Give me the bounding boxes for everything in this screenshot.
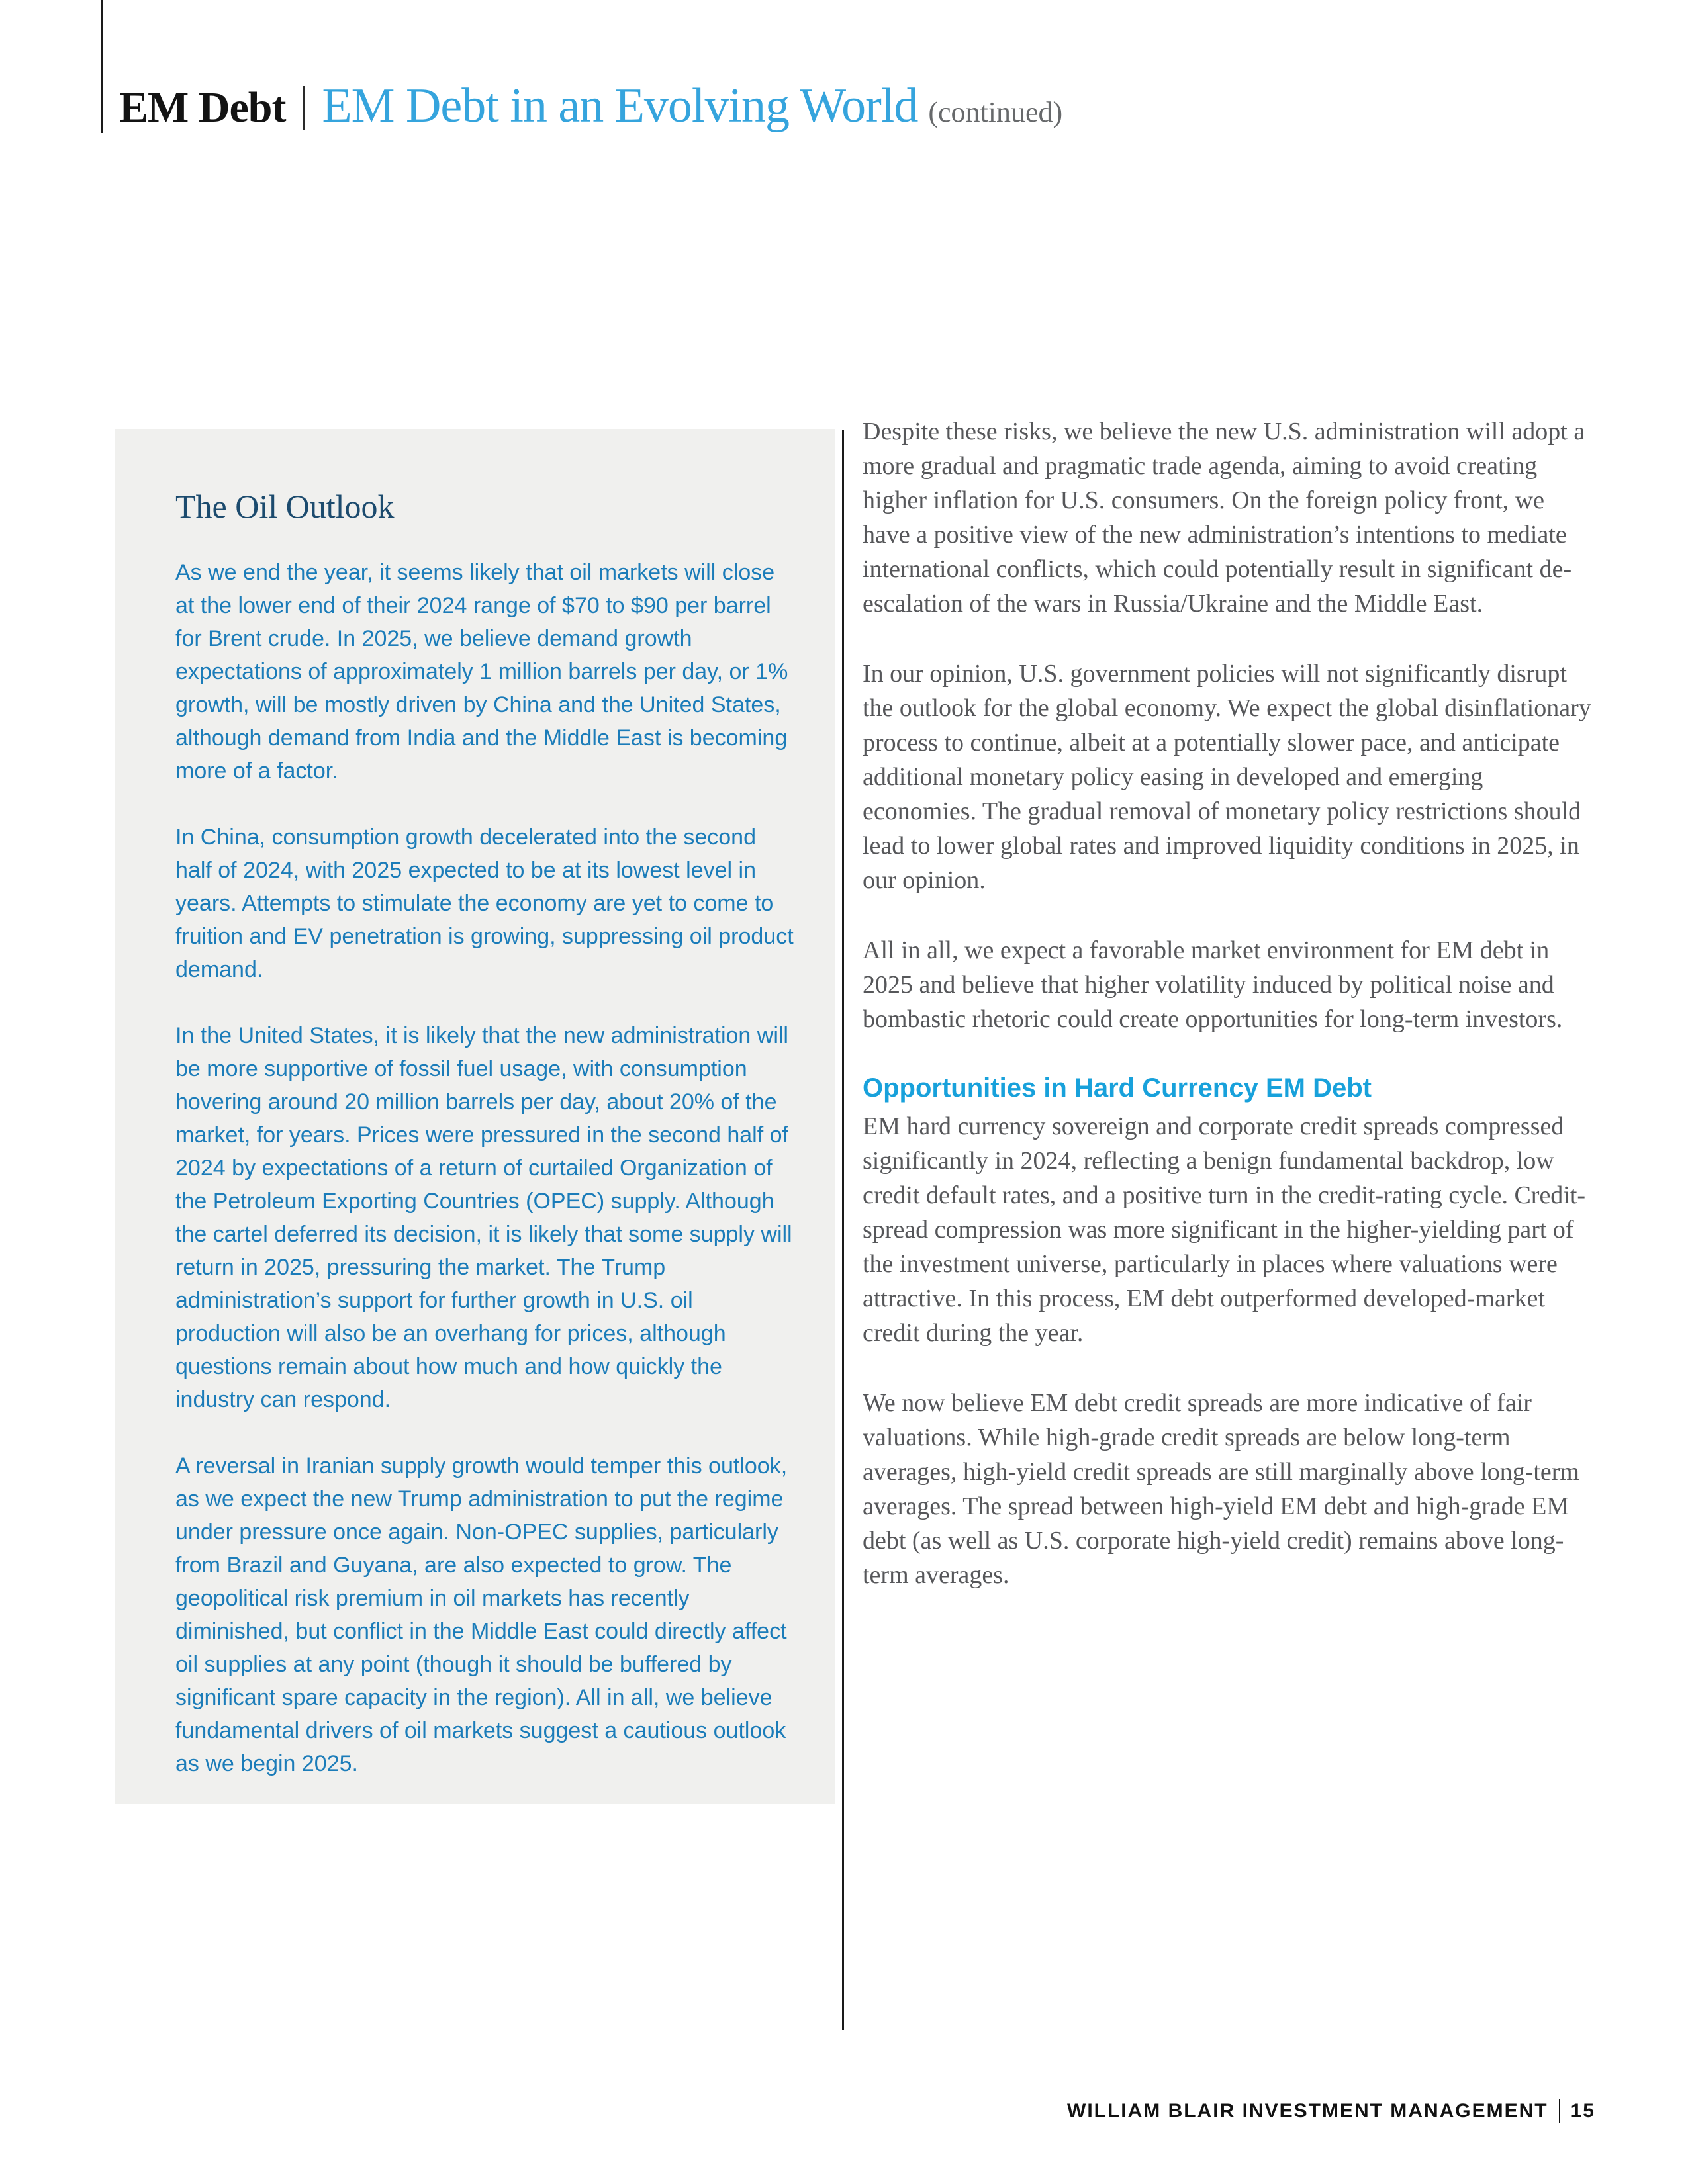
footer-page-number: 15 [1570,2100,1595,2122]
oil-outlook-paragraph: A reversal in Iranian supply growth would temper this outlook, as we expect the new Trump administration to put the regime under pressure once again. Non-OPEC supplies, particularly from Brazil and Guyana, are also expected to grow. The geopolitical risk premium in oil markets has recently diminished, but conflict in the Middle East could directly affect oil supplies at any point (though it should be buffered by significant spare capacity in the region). All in all, we believe fundamental drivers of oil markets suggest a cautious outlook as we begin 2025. [175,1453,788,1776]
page-title: EM Debt in an Evolving World [322,79,918,133]
oil-outlook-paragraph: As we end the year, it seems likely that oil markets will close at the lower end of their 2024 range of $70 to $90 per barrel for Brent crude. In 2025, we believe demand growth expectations of approximately 1 million barrels per day, or 1% growth, will be mostly driven by China and the United States, although demand from India and the Middle East is becoming more of a factor. [175,560,788,784]
oil-outlook-paragraph: In the United States, it is likely that the new administration will be more supportive of fossil fuel usage, with consumption hovering around 20 million barrels per day, about 20% of the market, for years. Prices were pressured in the second half of 2024 by expectations of a return of curtailed Organization of the Petroleum Exporting Countries (OPEC) supply. Although the cartel deferred its decision, it is likely that some supply will return in 2025, pressuring the market. The Trump administration’s support for further growth in U.S. oil production will also be an overhang for prices, although questions remain about how much and how quickly the industry can respond. [175,1023,792,1412]
body-paragraph: All in all, we expect a favorable market environment for EM debt in 2025 and believe that higher volatility induced by political noise and bombastic rhetoric could create opportunities for long-term investors. [863,936,1563,1033]
column-divider-rule [842,430,844,2030]
hard-currency-subheading: Opportunities in Hard Currency EM Debt [863,1073,1372,1103]
continued-label: (continued) [928,96,1063,128]
footer-company-name: WILLIAM BLAIR INVESTMENT MANAGEMENT [1067,2100,1548,2122]
oil-outlook-paragraph: In China, consumption growth decelerated into the second half of 2024, with 2025 expected to be at its lowest level in years. Attempts to stimulate the economy are yet to come to fruition and EV penetration is growing, suppressing oil product demand. [175,825,794,982]
oil-outlook-sidebar-box [115,429,835,1804]
body-paragraph: Despite these risks, we believe the new U.S. administration will adopt a more gradual and pragmatic trade agenda, aiming to avoid creating higher inflation for U.S. consumers. On the foreign policy front, we have a positive view of the new administration’s intentions to mediate international conflicts, which could potentially result in significant de-escalation of the wars in Russia/Ukraine and the Middle East. [863,418,1585,617]
corner-rule [101,0,103,133]
body-paragraph: EM hard currency sovereign and corporate credit spreads compressed significantly in 2024, reflecting a benign fundamental backdrop, low credit default rates, and a positive turn in the credit-rating cycle. Credit-spread compression was more significant in the higher-yielding part of the investment universe, particularly in places where valuations were attractive. In this process, EM debt outperformed developed-market credit during the year. [863,1113,1586,1347]
oil-outlook-heading: The Oil Outlook [175,488,395,525]
footer-divider-rule [1559,2099,1560,2123]
body-paragraph: In our opinion, U.S. government policies will not significantly disrupt the outlook for the global economy. We expect the global disinflationary process to continue, albeit at a potentially slower pace, and anticipate additional monetary policy easing in developed and emerging economies. The gradual removal of monetary policy restrictions should lead to lower global rates and improved liquidity conditions in 2025, in our opinion. [863,660,1591,894]
header-divider-rule [303,86,305,130]
section-label: EM Debt [119,83,286,132]
page-header [119,78,1062,134]
main-text-column [863,414,1594,1628]
body-paragraph: We now believe EM debt credit spreads are more indicative of fair valuations. While high-grade credit spreads are below long-term averages, high-yield credit spreads are still marginally above long-term averages. The spread between high-yield EM debt and high-grade EM debt (as well as U.S. corporate high-yield credit) remains above long-term averages. [863,1389,1579,1589]
page-footer [1067,2099,1595,2123]
